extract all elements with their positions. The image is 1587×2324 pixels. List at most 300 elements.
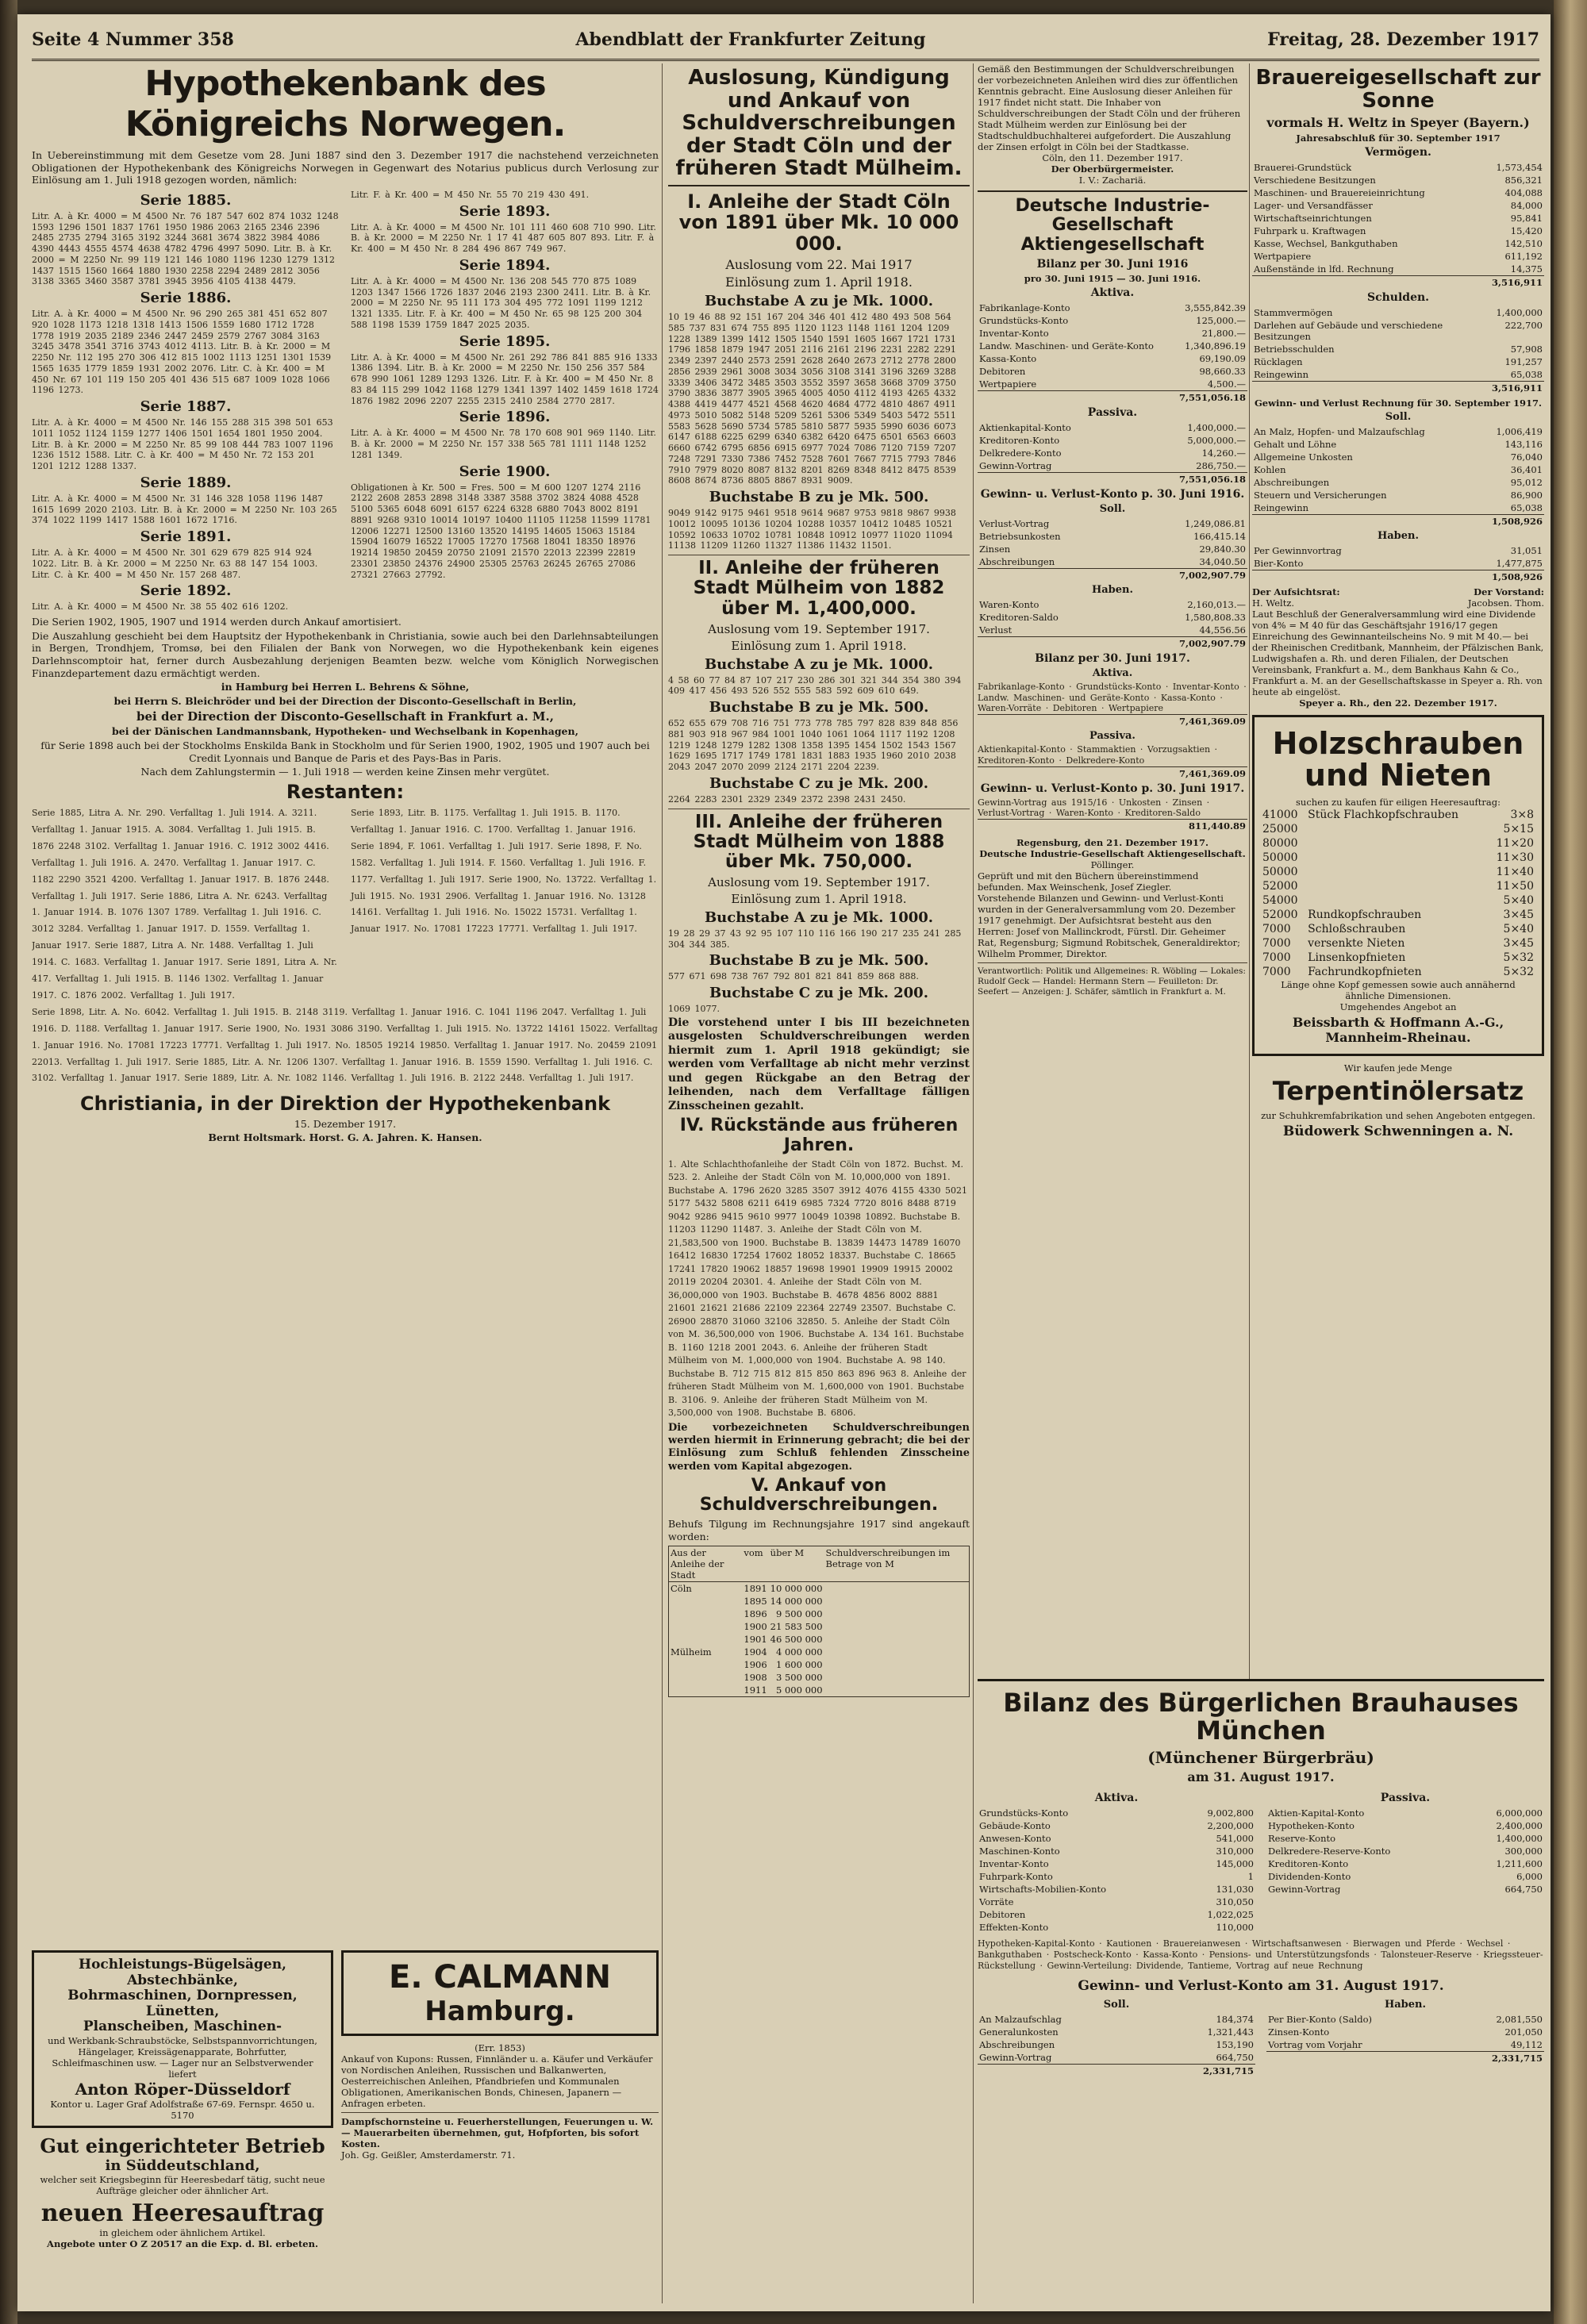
total-row xyxy=(978,766,1247,780)
holz-note: Länge ohne Kopf gemessen sowie auch annähernd ähnliche Dimensionen. xyxy=(1281,979,1516,1002)
account-value: 166,415.14 xyxy=(1193,530,1246,542)
table-row xyxy=(978,2026,1255,2038)
dim: 5×32 xyxy=(1503,966,1534,979)
account-value: 6,000,000 xyxy=(1496,1807,1543,1819)
account-label: Gewinn-Vortrag xyxy=(979,2051,1052,2063)
account-label: Wirtschaftseinrichtungen xyxy=(1254,213,1372,225)
account-value: 14,260.— xyxy=(1201,447,1246,459)
table-row xyxy=(1261,965,1535,979)
coeln-notice: Auslosung, Kündigung und Ankauf von Schuldverschreibungen der Stadt Cöln und der früheren Stadt Mülheim. I. Anleihe der Stadt Cöln von 1891 über Mk. 10 000 000. Auslosung vom 22. Mai 1917 Einlösung zum 1. April 1918. Buchstabe A zu je Mk. 1000. 10 19 46 88 92 151 167 204 346 401 412 480 493 508 564 585 737 831 674 755 895 1120 1123 1148 1161 1204 1209 1228 1389 1399 1412 1505 1540 1591 1605 1667 1721 1731 1796 1858 1879 1947 2051 2116 2161 2196 2231 2282 2291 2349 2397 2440 2573 2591 2628 2640 2673 2712 2778 2800 2856 2939 2961 3008 3034 3056 3108 3141 3196 3269 3288 3339 3406 3472 3485 3503 3552 3597 3658 3668 3709 3750 3790 3836 3877 3905 3965 4005 4050 4112 4193 4265 4332 4388 4419 4477 4521 4568 4620 4684 4772 4810 4867 4911 4973 5010 5082 5148 5209 5261 5306 5349 5403 5472 5511 5583 5628 5690 5734 5785 5810 5877 5935 5990 6036 6073 6147 6188 6225 6299 6340 6382 6420 6475 6501 6563 6603 6660 6742 6795 6856 6915 6977 7024 7086 7120 7159 7207 7248 7291 7330 7386 7452 7528 7601 7667 7715 7793 7846 7910 7979 8020 8087 8132 8201 8269 8348 8412 8475 8539 8608 8674 8736 8805 8867 8931 9009. Buchstabe B zu je Mk. 500. 9049 9142 9175 9461 9518 9614 9687 9753 9818 9867 9938 10012 10095 10136 10204 10288 10357 10412 10485 10521 10592 10633 10702 10781 10848 10912 10977 11020 11094 11138 11209 11260 11327 11386 11432 11501. II. Anleihe der früheren Stadt Mülheim von 1882 über M. 1,400,000. Auslosung vom 19. September 1917. Einlösung zum 1. April 1918. Buchstabe A zu je Mk. 1000. 4 58 60 77 84 87 107 217 230 286 301 321 344 354 380 394 409 417 456 493 526 552 555 583 592 609 610 649. Buchstabe B zu je Mk. 500. 652 655 679 708 716 751 773 778 785 797 828 839 848 856 881 903 918 967 984 1001 1040 1061 1064 1117 1192 1208 1219 1248 1279 1282 1308 1358 1395 1454 1502 1543 1567 1629 1695 1717 1749 1781 1831 1883 1935 1960 2010 2038 2043 2047 2070 2099 2124 2171 2204 2239. Buchstabe C zu je Mk. 200. 2264 2283 2301 2329 2349 2372 2398 2431 2450. III. Anleihe der früheren Stadt Mülheim von 1888 über Mk. 750,000. Auslosung vom 19. September 1917. Einlösung zum 1. April 1918. Buchstabe A zu je Mk. 1000. 19 28 29 37 43 92 95 107 110 116 166 190 217 235 241 285 304 344 385. Buchstabe B zu je Mk. 500. 577 671 698 738 767 792 801 821 841 859 868 888. Buchstabe C zu je Mk. 200. 1069 1077. Die vorstehend unter I bis III bezeichneten ausgelosten Schuldverschreibungen werden hiermit zum 1. April 1918 gekündigt; sie werden vom Verfalltage ab nicht mehr verzinst und gegen Rückgabe an den Betrag der leihenden, nach dem Verfalltage fälligen Zinsscheinen gezahlt. IV. Rückstände aus früheren Jahren. 1. Alte Schlachthofanleihe der Stadt Cöln von 1872. Buchst. M. 523. 2. Anleihe der Stadt Cöln von M. 10,000,000 von 1891. Buchstabe A. 1796 2620 3285 3507 3912 4076 4155 4330 5021 5177 5432 5808 6211 6419 6985 7324 7720 8016 8488 8719 9042 9286 9415 9610 9977 10049 10398 10892. Buchstabe B. 11203 11290 11487. 3. Anleihe der Stadt Cöln von M. 21,583,500 von 1900. Buchstabe B. 13839 14473 14789 16070 16412 16830 17254 17602 18052 18337. Buchstabe C. 18665 17241 17820 19062 18857 19698 19901 19909 19915 20002 20119 20204 20301. 4. Anleihe der Stadt Cöln von M. 36,000,000 von 1903. Buchstabe B. 4678 4856 8002 8881 21601 21621 21686 22109 22364 22749 23507. Buchstabe C. 26900 28870 31060 32106 32850. 5. Anleihe der Stadt Cöln von M. 36,500,000 von 1906. Buchstabe A. 134 161. Buchstabe B. 1160 1218 2001 2043. 6. Anleihe der früheren Stadt Mülheim von M. 1,000,000 von 1904. Buchstabe A. 98 140. Buchstabe B. 712 715 812 815 850 863 896 963 8. Anleihe der früheren Stadt Mülheim von M. 1,600,000 von 1901. Buchstabe B. 3106. 9. Anleihe der früheren Stadt Mülheim von M. 3,500,000 von 1908. Buchstabe B. 6806. Die vorbezeichneten Schuldverschreibungen werden hiermit in Erinnerung gebracht; die bei der Einlösung zum Schluß fehlenden Zinsscheine werden vom Kapital abgezogen. V. Ankauf von Schuldverschreibungen. Behufs Tilgung im Rechnungsjahre 1917 sind angekauft worden: Aus der Anleihe der Stadt vom über M Schuldverschreibungen im Betrage von M Cöln 1891 10 000 000 1895 14 000 000 1896 9 500 000 1900 21 583 500 1901 46 500 000 Mülheim 1904 4 000 000 1906 1 600 000 1908 3 500 000 1911 5 000 000 xyxy=(668,66,970,1696)
table-row xyxy=(1252,544,1544,557)
account-value: 404,088 xyxy=(1504,187,1543,199)
haben-heading: Haben. xyxy=(1091,583,1134,596)
table-header: Schuldverschreibungen im Betrage von M xyxy=(825,1547,951,1570)
page-header xyxy=(32,21,1539,61)
soll-heading: Soll. xyxy=(1103,1998,1130,2011)
table-row xyxy=(978,1845,1255,1857)
table-row xyxy=(1261,936,1535,951)
table-row xyxy=(978,378,1247,391)
table-row xyxy=(978,1896,1255,1908)
verantwortlich: Verantwortlich: Politik und Allgemeines: R. Wöbling — Lokales: Rudolf Geck — Handel: Hermann Stern — Feuilleton: Dr. Seefert — Anzeigen: J. Schäfer, sämtlich in Frankfurt a. M. xyxy=(978,966,1246,997)
haben-table xyxy=(978,598,1247,650)
account-value: 98,660.33 xyxy=(1199,365,1246,377)
table-row xyxy=(669,1582,970,1596)
series-heading: Serie 1885. xyxy=(140,191,232,209)
table-row xyxy=(669,1595,970,1608)
restanten-list: Serie 1885, Litra A. Nr. 290. Verfalltag 1. Juli 1914. A. 3211. Verfalltag 1. Januar 1915. A. 3084. Verfalltag 1. Juli 1915. B. 1876 2248 3102. Verfalltag 1. Januar 1916. C. 1912 3002 4416. Verfalltag 1. Juli 1916. A. 2470. Verfalltag 1. Januar 1917. C. 1182 2290 3521 4200. Verfalltag 1. Januar 1917. B. 1876 2448. Verfalltag 1. Juli 1917. Serie 1886, Litra A. Nr. 6243. Verfalltag 1. Januar 1914. B. 1076 1307 1789. Verfalltag 1. Juli 1916. C. 3012 3284. Verfalltag 1. Januar 1917. D. 1559. Verfalltag 1. Januar 1917. Serie 1887, Litra A. Nr. 1488. Verfalltag 1. Juli 1914. C. 1683. Verfalltag 1. Januar 1917. Serie 1891, Litra A. Nr. 417. Verfalltag 1. Juli 1915. B. 1146 1302. Verfalltag 1. Januar 1917. C. 1876 2002. Verfalltag 1. Juli 1917. xyxy=(32,808,337,1001)
table-header: Aus der Anleihe der Stadt xyxy=(671,1547,724,1581)
account-label: Gehalt und Löhne xyxy=(1254,439,1337,451)
qty: 50000 xyxy=(1262,866,1298,879)
table-row xyxy=(978,543,1247,555)
table-row xyxy=(1266,1832,1544,1845)
vorstand-names: Jacobsen. Thom. xyxy=(1467,597,1544,609)
table-row xyxy=(1261,893,1535,908)
account-label: Grundstücks-Konto xyxy=(979,314,1069,326)
gv-title-2: Gewinn- u. Verlust-Konto p. 30. Juni 1917. xyxy=(980,782,1245,795)
holz-contact-intro: Umgehendes Angebot an xyxy=(1339,1001,1457,1013)
table-row xyxy=(978,624,1247,637)
table-cell: 46 500 000 xyxy=(770,1634,823,1646)
account-value: 191,257 xyxy=(1504,356,1543,368)
series-heading: Serie 1889. xyxy=(140,474,232,491)
table-header: vom xyxy=(744,1547,763,1559)
table-row xyxy=(978,314,1247,327)
account-label: Gebäude-Konto xyxy=(979,1820,1051,1832)
total-value: 7,461,369.09 xyxy=(989,766,1247,780)
account-label: Darlehen auf Gebäude und verschiedene Besitzungen xyxy=(1254,320,1443,343)
account-value: 29,840.30 xyxy=(1199,543,1246,555)
table-row xyxy=(1252,501,1544,515)
account-label: Kasse, Wechsel, Bankguthaben xyxy=(1254,238,1398,250)
table-row xyxy=(978,1921,1255,1934)
table-row xyxy=(978,434,1247,447)
regensburg-signature-place: Regensburg, den 21. Dezember 1917. xyxy=(1016,837,1209,848)
table-row xyxy=(1261,808,1535,822)
account-value: 110,000 xyxy=(1216,1922,1254,1934)
buchstabe-c-heading: Buchstabe C zu je Mk. 200. xyxy=(709,774,928,792)
aufsichtsrat-name: H. Weltz. xyxy=(1252,597,1295,609)
account-value: 1,400,000 xyxy=(1496,307,1543,319)
table-row xyxy=(978,2051,1255,2065)
account-label: Reingewinn xyxy=(1254,369,1309,381)
item xyxy=(1306,865,1487,879)
account-value: 4,500.— xyxy=(1207,378,1246,390)
account-value: 76,040 xyxy=(1510,451,1543,463)
betrieb-sub: in Süddeutschland, xyxy=(105,2157,260,2174)
terpentin-title: Terpentinölersatz xyxy=(1272,1076,1524,1107)
account-label: Maschinen-Konto xyxy=(979,1846,1060,1857)
table-row xyxy=(978,302,1247,314)
aktiva-heading: Aktiva. xyxy=(1094,1792,1139,1805)
dim: 3×8 xyxy=(1510,809,1534,822)
buerger-passiva-table xyxy=(1266,1807,1544,1896)
table-header: über M xyxy=(770,1547,805,1559)
account-value: 34,040.50 xyxy=(1199,555,1246,567)
account-value: 2,160,013.— xyxy=(1187,598,1246,610)
account-label: Steuern und Versicherungen xyxy=(1254,490,1387,501)
account-label: Landw. Maschinen- und Geräte-Konto xyxy=(979,340,1154,351)
account-label: Anwesen-Konto xyxy=(979,1833,1051,1845)
section-3-date: Auslosung vom 19. September 1917. xyxy=(708,875,930,890)
table-row xyxy=(978,1819,1255,1832)
account-label: Wertpapiere xyxy=(1254,251,1312,263)
account-label: Außenstände in lfd. Rechnung xyxy=(1254,263,1394,275)
account-label: Verschiedene Besitzungen xyxy=(1254,175,1376,186)
section-1-date: Auslosung vom 22. Mai 1917 xyxy=(725,257,913,273)
book-spine xyxy=(0,0,17,2324)
account-label: Verlust-Vortrag xyxy=(979,517,1050,529)
table-row xyxy=(1252,263,1544,276)
table-cell: 1901 xyxy=(744,1634,767,1646)
table-row xyxy=(1252,212,1544,225)
table-row xyxy=(1252,343,1544,355)
section-2-title: II. Anleihe der früheren Stadt Mülheim von 1882 über M. 1,400,000. xyxy=(693,558,945,619)
table-row xyxy=(1266,1870,1544,1883)
qty: 7000 xyxy=(1262,966,1291,979)
table-row xyxy=(1252,225,1544,237)
table-cell: 1 600 000 xyxy=(776,1659,823,1671)
notice-text: Die vorstehend unter I bis III bezeichneten ausgelosten Schuldverschreibungen werden hiermit zum 1. April 1918 gekündigt; sie werden vom Verfalltage ab nicht mehr verzinst und gegen Rückgabe an den Betrag der leihenden, nach dem Verfalltage fälligen Zinsscheinen gezahlt. xyxy=(668,1016,970,1112)
passiva-heading: Passiva. xyxy=(1380,1792,1431,1805)
notice-title: Hypothekenbank des Königreichs Norwegen. xyxy=(125,63,566,144)
total-value: 7,551,056.18 xyxy=(1133,472,1247,486)
account-value: 541,000 xyxy=(1216,1833,1254,1845)
table-row xyxy=(978,530,1247,543)
account-label: Fuhrpark u. Kraftwagen xyxy=(1254,225,1366,237)
buchstabe-b-heading: Buchstabe B zu je Mk. 500. xyxy=(709,489,929,506)
holz-table xyxy=(1261,808,1535,979)
buerger-aktiva-table xyxy=(978,1807,1255,1934)
item xyxy=(1306,879,1487,893)
table-row xyxy=(1252,557,1544,570)
coeln-signature-office: Der Oberbürgermeister. xyxy=(1051,163,1174,175)
coeln-signature-place: Cöln, den 11. Dezember 1917. xyxy=(1042,152,1183,164)
table-cell: Mülheim xyxy=(671,1646,712,1658)
table-row xyxy=(1266,1857,1544,1870)
account-label: Stammvermögen xyxy=(1254,307,1333,319)
table-row xyxy=(978,1832,1255,1845)
buerger-haben-table xyxy=(1266,2013,1544,2065)
table-row xyxy=(1252,250,1544,263)
signatures: Bernt Holtsmark. Horst. G. A. Jahren. K. Hansen. xyxy=(208,1131,482,1144)
account-value: 9,002,800 xyxy=(1207,1807,1254,1819)
account-value: 142,510 xyxy=(1504,238,1543,250)
schornstein-sign: Joh. Gg. Geißler, Amsterdamerstr. 71. xyxy=(341,2149,516,2161)
notice-intro: In Uebereinstimmung mit dem Gesetze vom 28. Juni 1887 sind den 3. Dezember 1917 die nachstehend verzeichneten Obligationen der Hypothekenbank des Königreichs Norwegen in Gegenwart des Notarius publicus durch Verlosung zur Einlösung am 1. Juli 1918 gezogen worden, nämlich: xyxy=(32,149,659,186)
item: Linsenkopfnieten xyxy=(1308,951,1406,965)
table-row xyxy=(1252,199,1544,212)
table-row xyxy=(669,1671,970,1684)
table-row xyxy=(978,365,1247,378)
account-label: Kreditoren-Saldo xyxy=(979,611,1059,623)
account-value: 131,030 xyxy=(1216,1884,1254,1896)
table-cell: 1908 xyxy=(744,1672,767,1684)
coeln-title: Auslosung, Kündigung und Ankauf von Schuldverschreibungen der Stadt Cöln und der früheren Stadt Mülheim. xyxy=(675,66,963,181)
account-label: Rücklagen xyxy=(1254,356,1303,368)
section-1-date: Einlösung zum 1. April 1918. xyxy=(725,275,913,290)
buchstabe-c-heading: Buchstabe C zu je Mk. 200. xyxy=(709,985,928,1002)
account-value: 2,400,000 xyxy=(1496,1820,1543,1832)
account-value: 2,081,550 xyxy=(1496,2013,1543,2025)
buergerbraeu-balance: Bilanz des Bürgerlichen Brauhauses München (Münchener Bürgerbräu) am 31. August 1917. Aktiva. Grundstücks-Konto 9,002,800 Gebäude-Konto 2,200,000 Anwesen-Konto 541,000 Maschinen-Konto 310,000 Inventar-Konto 145,000 Fuhrpark-Konto 1 Wirtschafts-Mobilien-Konto 131,030 Vorräte 310,050 Debitoren 1,022,025 Effekten-Konto 110,000 Passiva. Aktien-Kapital-Konto 6,000,000 Hypotheken-Konto 2,400,000 Reserve-Konto 1,400,000 Delkredere-Reserve-Konto 300,000 Kreditoren-Konto 1,211,600 Dividenden-Konto 6,000 Gewinn-Vortrag 664,750 Hypotheken-Kapital-Konto · Kautionen · Brauereianwesen · Wirtschaftsanwesen · Bierwagen und Pferde · Wechsel · Bankguthaben · Postscheck-Konto · Kassa-Konto · Pensions- und Unterstützungsfonds · Talonsteuer-Reserve · Kriegssteuer-Rückstellung · Gewinn-Verteilung: Dividende, Tantieme, Vortrag auf neue Rechnung Gewinn- und Verlust-Konto am 31. August 1917. Soll. An Malzaufschlag 184,374 Generalunkosten 1,321,443 Abschreibungen 153,190 Gewinn-Vortrag 664,750 2,331,715 Haben. Per Bier-Konto (Saldo) 2,081,550 Zinsen-Konto 201,050 Vortrag vom Vorjahr 49,112 2,331,715 xyxy=(978,1679,1544,2311)
account-value: 184,374 xyxy=(1216,2013,1254,2025)
calmann-body: Ankauf von Kupons: Russen, Finnländer u. a. Käufer und Verkäufer von Nordischen Anleihen, Russischen und Balkanwerten, Oesterreichischen Anleihen, Pfandbriefen und Kommunalen Obligationen, Amerikanischen Bonds, Chinesen, Japanern — Anfragen erbeten. xyxy=(341,2053,653,2110)
account-label: Betriebsschulden xyxy=(1254,344,1335,355)
item xyxy=(1306,822,1487,836)
table-cell: 9 500 000 xyxy=(776,1608,823,1620)
table-row xyxy=(1261,879,1535,893)
table-row xyxy=(1266,2013,1544,2026)
account-label: Brauerei-Grundstück xyxy=(1254,162,1352,174)
account-label: Abschreibungen xyxy=(979,555,1055,567)
passiva-table xyxy=(978,421,1247,486)
account-label: Gewinn-Vortrag xyxy=(1268,1884,1341,1896)
payout-place: bei der Direction der Disconto-Gesellschaft in Frankfurt a. M., xyxy=(136,709,554,724)
buchstabe-b-heading: Buchstabe B zu je Mk. 500. xyxy=(709,699,929,716)
column-rule xyxy=(973,63,974,2303)
table-row xyxy=(1252,161,1544,174)
header-center: Abendblatt der Frankfurter Zeitung xyxy=(575,29,926,50)
restanten-title: Restanten: xyxy=(286,780,405,803)
table-row xyxy=(1261,951,1535,965)
account-value: 856,321 xyxy=(1504,175,1543,186)
qty: 7000 xyxy=(1262,937,1291,951)
total-row xyxy=(978,2064,1255,2077)
header-left: Seite 4 Nummer 358 xyxy=(32,29,234,50)
account-label: Maschinen- und Brauereieinrichtung xyxy=(1254,187,1425,199)
account-value: 310,000 xyxy=(1216,1846,1254,1857)
account-label: Abschreibungen xyxy=(1254,477,1330,489)
total-value: 7,002,907.79 xyxy=(1125,568,1247,582)
qty: 7000 xyxy=(1262,923,1291,936)
account-value: 1,022,025 xyxy=(1207,1909,1254,1921)
table-row xyxy=(978,327,1247,340)
dim: 5×15 xyxy=(1503,823,1534,836)
account-label: Vorräte xyxy=(979,1896,1014,1908)
qty: 50000 xyxy=(1262,851,1298,865)
dim: 5×32 xyxy=(1503,951,1534,965)
account-label: Grundstücks-Konto xyxy=(979,1807,1069,1819)
dim: 11×40 xyxy=(1496,866,1534,879)
dim: 11×30 xyxy=(1496,851,1534,865)
account-value: 1,211,600 xyxy=(1496,1858,1543,1870)
account-value: 1 xyxy=(1247,1871,1254,1883)
account-label: Hypotheken-Konto xyxy=(1268,1820,1355,1832)
table-cell: 1900 xyxy=(744,1621,767,1633)
industrie-gesellschaft: Gemäß den Bestimmungen der Schuldverschreibungen der vorbezeichneten Anleihen wird dies zur öffentlichen Kenntnis gebracht. Eine Auslosung dieser Anleihen für 1917 findet nicht statt. Die Inhaber von Schuldverschreibungen der Stadt Cöln und der früheren Stadt Mülheim werden zur Einlösung bei der Stadtschuldbuchhalterei aufgefordert. Die Auszahlung der Zinsen erfolgt in Cöln bei der Stadtkasse. Cöln, den 11. Dezember 1917. Der Oberbürgermeister. I. V.: Zachariä. Deutsche Industrie-Gesellschaft Aktiengesellschaft Bilanz per 30. Juni 1916 pro 30. Juni 1915 — 30. Juni 1916. Aktiva. Fabrikanlage-Konto 3,555,842.39 Grundstücks-Konto 125,000.— Inventar-Konto 21,800.— Landw. Maschinen- und Geräte-Konto 1,340,896.19 Kassa-Konto 69,190.09 Debitoren 98,660.33 Wertpapiere 4,500.— 7,551,056.18 Passiva. Aktienkapital-Konto 1,400,000.— Kreditoren-Konto 5,000,000.— Delkredere-Konto 14,260.— Gewinn-Vortrag 286,750.— 7,551,056.18 Gewinn- u. Verlust-Konto p. 30. Juni 1916. Soll. Verlust-Vortrag 1,249,086.81 Betriebsunkosten 166,415.14 Zinsen 29,840.30 Abschreibungen 34,040.50 7,002,907.79 Haben. Waren-Konto 2,160,013.— Kreditoren-Saldo 1,580,808.33 Verlust 44,556.56 7,002,907.79 Bilanz per 30. Juni 1917. Aktiva. Fabrikanlage-Konto · Grundstücks-Konto · Inventar-Konto · Landw. Maschinen- und Geräte-Konto · Kassa-Konto · Waren-Vorräte · Debitoren · Wertpapiere 7,461,369.09 Passiva. Aktienkapital-Konto · Stammaktien · Vorzugsaktien · Kreditoren-Konto · Delkredere-Konto 7,461,369.09 Gewinn- u. Verlust-Konto p. 30. Juni 1917. Gewinn-Vortrag aus 1915/16 · Unkosten · Zinsen · Verlust-Vortrag · Waren-Konto · Kreditoren-Saldo 811,440.89 Regensburg, den 21. Dezember 1917. Deutsche Industrie-Gesellschaft Aktiengesellschaft. Pöllinger. Geprüft und mit den Büchern übereinstimmend befunden. Max Weinschenk, Josef Ziegler. Vorstehende Bilanzen und Gewinn- und Verlust-Konti wurden in der Generalversammlung vom 20. Dezember 1917 genehmigt. Der Aufsichtsrat besteht aus den Herren: Josef von Mallinckrodt, Fürstl. Dir. Geheimer Rat, Regensburg; Sigmund Robitschek, Generaldirektor; Wilhelm Prommer, Direktor. Verantwortlich: Politik und Allgemeines: R. Wöbling — Lokales: Rudolf Geck — Handel: Hermann Stern — Feuilleton: Dr. Seefert — Anzeigen: J. Schäfer, sämtlich in Frankfurt a. M. xyxy=(978,63,1247,997)
soll-table xyxy=(978,517,1247,582)
account-label: Effekten-Konto xyxy=(979,1922,1049,1934)
total-value: 1,508,926 xyxy=(1475,515,1544,528)
table-cell xyxy=(669,1684,743,1697)
account-label: Debitoren xyxy=(979,1909,1026,1921)
account-label: Wirtschafts-Mobilien-Konto xyxy=(979,1884,1107,1896)
account-label: Gewinn-Vortrag xyxy=(979,459,1052,471)
account-label: Abschreibungen xyxy=(979,2038,1055,2050)
header-right: Freitag, 28. Dezember 1917 xyxy=(1267,29,1539,50)
buerger-date: am 31. August 1917. xyxy=(1187,1769,1335,1785)
total-row xyxy=(978,636,1247,650)
betrieb-body: welcher seit Kriegsbeginn für Heeresbedarf tätig, sucht neue Aufträge gleicher oder ähnlicher Art. xyxy=(40,2173,325,2196)
total-row xyxy=(1266,2051,1544,2065)
qty: 52000 xyxy=(1262,880,1298,893)
account-value: 310,050 xyxy=(1216,1896,1254,1908)
closing-date: 15. Dezember 1917. xyxy=(294,1117,397,1130)
total-value: 2,331,715 xyxy=(1148,2064,1255,2077)
account-value: 664,750 xyxy=(1216,2051,1254,2063)
account-label: Aktien-Kapital-Konto xyxy=(1268,1807,1365,1819)
account-value: 145,000 xyxy=(1216,1858,1254,1870)
newspaper-page xyxy=(17,14,1550,2311)
account-label: Delkredere-Konto xyxy=(979,447,1062,459)
item xyxy=(1306,836,1487,851)
table-row xyxy=(669,1633,970,1646)
terpentin-sub: zur Schuhkremfabrikation und sehen Angeboten entgegen. xyxy=(1261,1109,1535,1121)
account-value: 14,375 xyxy=(1510,263,1543,275)
table-row xyxy=(1266,1845,1544,1857)
dim: 3×45 xyxy=(1503,937,1534,951)
buerger-soll-table xyxy=(978,2013,1255,2077)
dim: 11×20 xyxy=(1496,837,1534,851)
table-row xyxy=(978,1908,1255,1921)
table-row xyxy=(978,459,1247,473)
section-2-date: Einlösung zum 1. April 1918. xyxy=(731,638,907,653)
series-heading: Serie 1886. xyxy=(140,290,232,307)
brauerei-haben-table xyxy=(1252,544,1544,583)
table-row xyxy=(1252,355,1544,368)
account-value: 286,750.— xyxy=(1196,459,1246,471)
qty: 25000 xyxy=(1262,823,1298,836)
account-label: Aktienkapital-Konto xyxy=(979,421,1071,433)
account-label: Fuhrpark-Konto xyxy=(979,1871,1053,1883)
haben-heading: Haben. xyxy=(1377,530,1420,543)
buchstabe-b-heading: Buchstabe B zu je Mk. 500. xyxy=(709,952,929,970)
table-row xyxy=(1252,489,1544,501)
table-row xyxy=(1252,438,1544,451)
account-label: Reserve-Konto xyxy=(1268,1833,1336,1845)
item xyxy=(1306,851,1487,865)
account-value: 65,038 xyxy=(1510,502,1543,514)
vermoegen-heading: Vermögen. xyxy=(1365,146,1431,159)
account-value: 57,908 xyxy=(1510,344,1543,355)
table-cell: 1891 xyxy=(744,1583,767,1595)
table-cell: 5 000 000 xyxy=(776,1684,823,1696)
account-label: Delkredere-Reserve-Konto xyxy=(1268,1846,1391,1857)
table-row xyxy=(1252,306,1544,319)
item: Stück Flachkopfschrauben xyxy=(1308,809,1458,822)
payout-text: Die Auszahlung geschieht bei dem Hauptsitz der Hypothekenbank in Christiania, sowie auch bei den Darlehnsabteilungen in Bergen, Trondhjem, Tromsø, bei den Filialen der Bank von Norwegen, wo die Hypothekenbank kein eigenes Darlehnscomptoir hat, ferner durch Ausbezahlung derjenigen Beamten bezw. welche vom Königlich Norwegischen Finanzdepartement dazu ermächtigt werden. xyxy=(32,629,659,679)
roeper-line: Bohrmaschinen, Dornpressen, Lünetten, xyxy=(67,1988,298,2019)
account-value: 1,400,000.— xyxy=(1187,421,1246,433)
account-label: Waren-Konto xyxy=(979,598,1039,610)
table-row xyxy=(978,611,1247,624)
account-value: 1,340,896.19 xyxy=(1185,340,1246,351)
calmann-ad xyxy=(341,1950,659,2036)
table-cell: 1911 xyxy=(744,1684,767,1696)
total-row xyxy=(978,568,1247,582)
vorstand-label: Der Vorstand: xyxy=(1474,586,1544,598)
table-cell xyxy=(669,1608,743,1620)
table-row xyxy=(1261,851,1535,865)
haben-heading: Haben. xyxy=(1384,1998,1427,2011)
dim: 3×45 xyxy=(1503,908,1534,922)
bottom-left-ads xyxy=(32,1950,659,2299)
account-value: 222,700 xyxy=(1504,320,1543,332)
account-value: 69,190.09 xyxy=(1199,352,1246,364)
terpentin-company: Büdowerk Schwenningen a. N. xyxy=(1282,1123,1514,1139)
table-row xyxy=(1252,476,1544,489)
account-label: Reingewinn xyxy=(1254,502,1309,514)
account-value: 1,249,086.81 xyxy=(1185,517,1246,529)
table-row xyxy=(1266,1819,1544,1832)
table-row xyxy=(978,447,1247,459)
account-label: Kreditoren-Konto xyxy=(979,434,1060,446)
account-value: 1,006,419 xyxy=(1496,426,1543,438)
series-heading: Serie 1892. xyxy=(140,582,232,600)
total-value: 2,331,715 xyxy=(1451,2051,1544,2065)
table-row xyxy=(978,1883,1255,1896)
payout-place: bei der Dänischen Landmannsbank, Hypotheken- und Wechselbank in Kopenhagen, xyxy=(112,725,578,738)
account-value: 36,401 xyxy=(1510,464,1543,476)
account-value: 1,573,454 xyxy=(1496,162,1543,174)
qty: 7000 xyxy=(1262,951,1291,965)
section-2-date: Auslosung vom 19. September 1917. xyxy=(708,622,930,637)
account-value: 1,477,875 xyxy=(1496,558,1543,570)
account-label: Lager- und Versandfässer xyxy=(1254,200,1373,212)
table-row xyxy=(1252,237,1544,250)
table-cell xyxy=(669,1633,743,1646)
table-row xyxy=(1266,2026,1544,2038)
series-heading: Serie 1893. xyxy=(459,202,551,220)
table-row xyxy=(1261,922,1535,936)
payout-place: in Hamburg bei Herren L. Behrens & Söhne, xyxy=(221,681,470,693)
calmann-founded: (Err. 1853) xyxy=(475,2042,525,2053)
roeper-line: Planscheiben, Maschinen- xyxy=(83,2019,282,2035)
column-rule xyxy=(662,63,663,2303)
buerger-sub: (Münchener Bürgerbräu) xyxy=(1147,1748,1374,1768)
table-cell: 1895 xyxy=(744,1596,767,1608)
brauerei-gv-title: Gewinn- und Verlust Rechnung für 30. September 1917. xyxy=(1254,398,1543,409)
table-row xyxy=(978,340,1247,352)
bilanz-1-period: pro 30. Juni 1915 — 30. Juni 1916. xyxy=(1024,272,1201,284)
total-value: 7,551,056.18 xyxy=(1171,390,1247,404)
passiva-heading: Passiva. xyxy=(1089,730,1135,742)
table-row xyxy=(1252,174,1544,186)
account-label: Vortrag vom Vorjahr xyxy=(1268,2038,1362,2050)
account-label: Zinsen-Konto xyxy=(1268,2026,1330,2038)
aktiva-table xyxy=(978,302,1247,404)
table-row xyxy=(1266,2038,1544,2052)
table-row xyxy=(1266,1807,1544,1819)
account-value: 1,400,000 xyxy=(1496,1833,1543,1845)
buchstabe-a-heading: Buchstabe A zu je Mk. 1000. xyxy=(704,908,934,926)
total-row xyxy=(978,820,1247,833)
holz-company: Beissbarth & Hoffmann A.-G., Mannheim-Rheinau. xyxy=(1292,1015,1504,1046)
schulden-table xyxy=(1252,306,1544,394)
table-row xyxy=(669,1684,970,1697)
series-heading: Serie 1887. xyxy=(140,398,232,416)
payout-place: für Serie 1898 auch bei der Stockholms Enskilda Bank in Stockholm und für Serien 1900, 1902, 1905 und 1907 auch bei Credit Lyonnais und Banque de Paris et des Pays-Bas in Paris. xyxy=(40,739,650,764)
soll-heading: Soll. xyxy=(1099,502,1126,515)
total-row xyxy=(1252,570,1544,584)
account-label: Dividenden-Konto xyxy=(1268,1871,1351,1883)
brauerei-title: Brauereigesellschaft zur Sonne xyxy=(1255,66,1541,113)
account-value: 1,321,443 xyxy=(1207,2026,1254,2038)
account-value: 86,900 xyxy=(1510,490,1543,501)
table-row xyxy=(1261,822,1535,836)
table-row xyxy=(669,1646,970,1658)
